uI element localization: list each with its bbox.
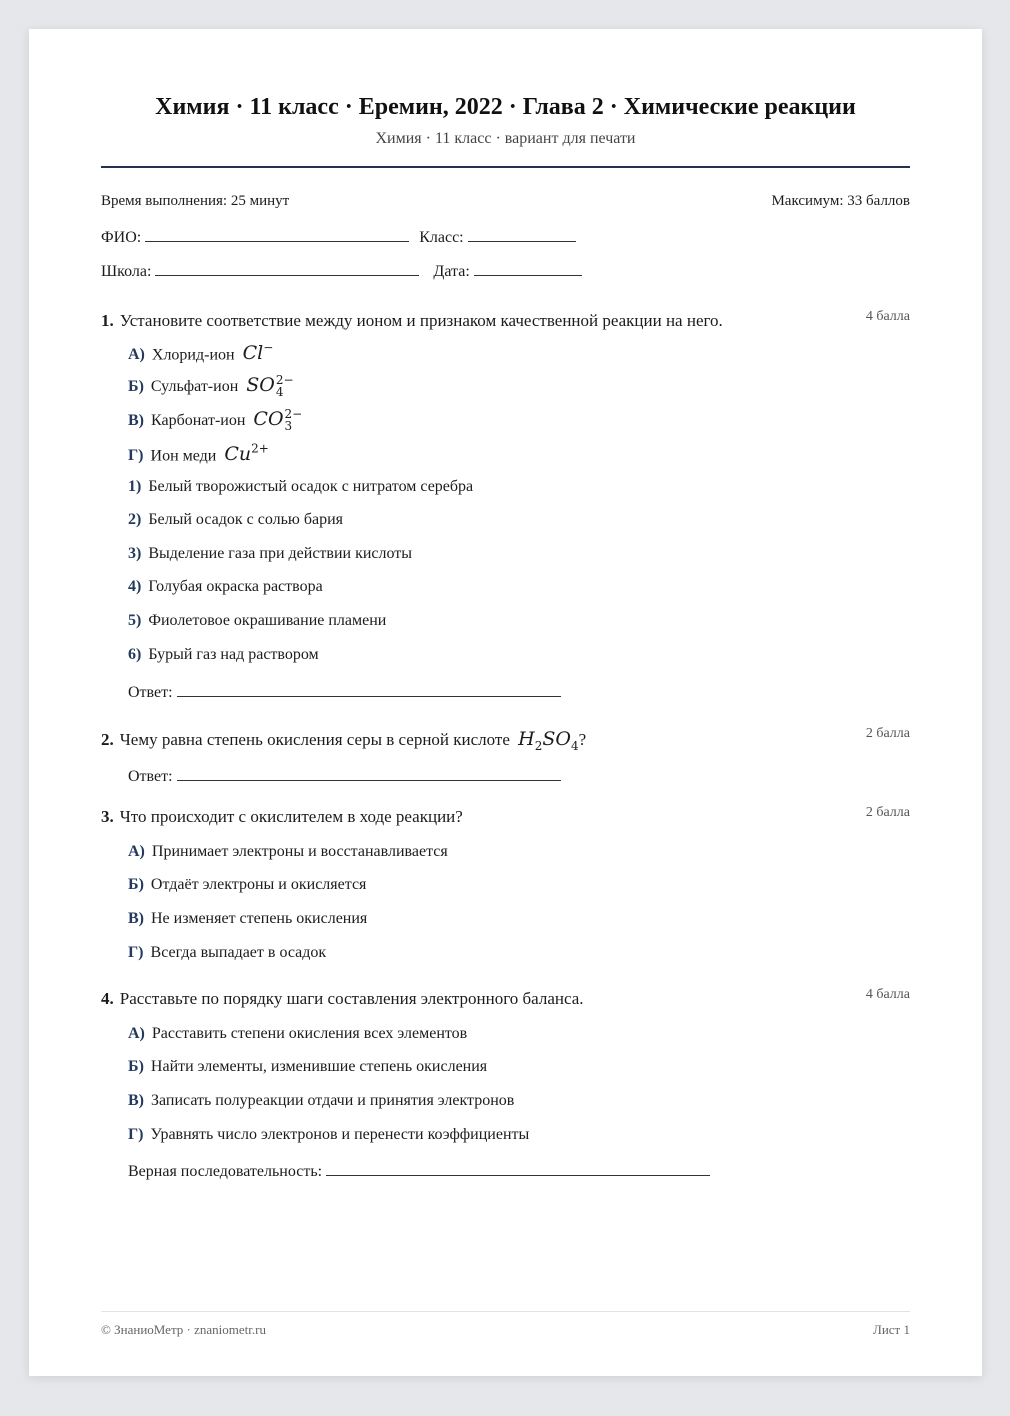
- match-left-c: [128, 408, 302, 432]
- ion-formula: Cl−: [242, 341, 274, 365]
- page-title: Химия · 11 класс · Еремин, 2022 · Глава 2 · Химические реакции: [155, 94, 856, 120]
- option-label: Г): [128, 944, 144, 961]
- answer-label: Ответ:: [128, 768, 173, 785]
- option-label: 6): [128, 646, 142, 663]
- match-left-d: [128, 442, 269, 465]
- option-text: Выделение газа при действии кислоты: [148, 545, 413, 562]
- question-points: 4 балла: [865, 309, 910, 324]
- step-a: [128, 1025, 467, 1043]
- question-number: 4.: [101, 989, 114, 1008]
- name-field[interactable]: [145, 225, 409, 242]
- answer-field[interactable]: [177, 680, 561, 697]
- footer-divider: [101, 1311, 910, 1312]
- school-date-row: [101, 259, 588, 281]
- page-footer: [101, 1322, 910, 1338]
- option-text: Всегда выпадает в осадок: [150, 944, 327, 961]
- option-label: А): [128, 1025, 145, 1042]
- option-text: Записать полуреакции отдачи и принятия электронов: [151, 1092, 515, 1109]
- class-field[interactable]: [468, 225, 576, 242]
- option-label: А): [128, 346, 145, 364]
- option-label: В): [128, 1092, 144, 1109]
- match-right-1: [128, 478, 473, 496]
- option-label: 2): [128, 511, 142, 528]
- option-label: А): [128, 843, 145, 860]
- step-b: [128, 1058, 487, 1076]
- match-right-5: [128, 612, 386, 630]
- question-3: [101, 805, 910, 961]
- answer-field[interactable]: [177, 764, 561, 781]
- answer-label: Ответ:: [128, 684, 173, 701]
- ion-formula: $Cu^{2+}$: [224, 442, 269, 466]
- question-points: 4 балла: [865, 987, 910, 1002]
- question-header: [101, 807, 910, 831]
- option-text: Отдаёт электроны и окисляется: [150, 876, 367, 893]
- option-text: Фиолетовое окрашивание пламени: [148, 612, 387, 629]
- school-field[interactable]: [155, 259, 419, 276]
- option-text: Сульфат-ион: [150, 378, 239, 395]
- name-label: ФИО:: [101, 229, 142, 246]
- ion-formula: SO 2− 4: [246, 373, 294, 399]
- time-limit: Время выполнения: 25 минут: [101, 193, 290, 209]
- option-c[interactable]: [128, 910, 367, 928]
- option-label: 4): [128, 578, 142, 595]
- option-text: Найти элементы, изменившие степень окисления: [150, 1058, 488, 1075]
- question-points: 2 балла: [865, 726, 910, 741]
- option-text: Белый творожистый осадок с нитратом серебра: [148, 478, 474, 495]
- page-number: Лист 1: [873, 1322, 910, 1337]
- page-subtitle: Химия · 11 класс · вариант для печати: [375, 130, 636, 147]
- question-tail: ?: [578, 730, 587, 749]
- answer-label: Верная последовательность:: [128, 1163, 323, 1180]
- match-right-4: [128, 578, 323, 596]
- ion-formula: CO 2− 3: [253, 407, 303, 433]
- option-label: Г): [128, 447, 144, 465]
- max-score: Максимум: 33 баллов: [771, 193, 910, 209]
- answer-row: [128, 680, 567, 702]
- question-number: 3.: [101, 807, 114, 826]
- match-left-b: [128, 374, 294, 398]
- option-text: Уравнять число электронов и перенести коэффициенты: [150, 1126, 530, 1143]
- date-field[interactable]: [474, 259, 582, 276]
- option-label: 3): [128, 545, 142, 562]
- option-label: Б): [128, 876, 144, 893]
- option-text: Карбонат-ион: [151, 412, 246, 429]
- acid-formula: $H_2SO_4$: [518, 728, 579, 753]
- footer-copyright: © ЗнаниоМетр · znaniometr.ru: [101, 1322, 266, 1337]
- match-right-6: [128, 646, 319, 664]
- match-right-3: [128, 545, 412, 563]
- match-right-2: [128, 511, 343, 529]
- option-label: 1): [128, 478, 142, 495]
- question-1: [101, 309, 910, 701]
- header-divider: [101, 166, 910, 168]
- option-d[interactable]: [128, 944, 326, 962]
- answer-row: [128, 764, 567, 786]
- class-label: Класс:: [419, 229, 464, 246]
- school-label: Школа:: [101, 263, 152, 280]
- step-d: [128, 1126, 529, 1144]
- option-text: Белый осадок с солью бария: [148, 511, 344, 528]
- option-label: В): [128, 412, 144, 429]
- date-label: Дата:: [433, 263, 470, 280]
- question-text: Чему равна степень окисления серы в серной кислоте: [119, 730, 510, 749]
- sequence-answer-row: [128, 1159, 716, 1181]
- option-a[interactable]: [128, 843, 448, 861]
- question-header: [101, 311, 910, 335]
- question-number: 2.: [101, 730, 114, 749]
- option-b[interactable]: [128, 876, 366, 894]
- option-text: Принимает электроны и восстанавливается: [151, 843, 448, 860]
- question-text: Установите соответствие между ионом и признаком качественной реакции на него.: [119, 311, 723, 330]
- match-left-a: [128, 341, 273, 364]
- option-label: Г): [128, 1126, 144, 1143]
- question-2: [101, 726, 910, 785]
- option-text: Расставить степени окисления всех элементов: [151, 1025, 468, 1042]
- option-label: Б): [128, 378, 144, 395]
- option-text: Ион меди: [150, 447, 217, 465]
- question-text: Что происходит с окислителем в ходе реакции?: [119, 807, 463, 826]
- question-text: Расставьте по порядку шаги составления электронного баланса.: [119, 989, 584, 1008]
- worksheet-page: [29, 29, 982, 1376]
- option-text: Голубая окраска раствора: [148, 578, 323, 595]
- question-header: [101, 728, 910, 752]
- option-text: Не изменяет степень окисления: [151, 910, 368, 927]
- option-text: Бурый газ над раствором: [148, 646, 319, 663]
- name-class-row: [101, 225, 582, 247]
- option-label: Б): [128, 1058, 144, 1075]
- question-number: 1.: [101, 311, 114, 330]
- option-label: 5): [128, 612, 142, 629]
- option-text: Хлорид-ион: [151, 346, 235, 364]
- question-points: 2 балла: [865, 805, 910, 820]
- question-header: [101, 989, 910, 1013]
- question-4: [101, 987, 910, 1180]
- step-c: [128, 1092, 514, 1110]
- sequence-answer-field[interactable]: [326, 1159, 710, 1176]
- option-label: В): [128, 910, 144, 927]
